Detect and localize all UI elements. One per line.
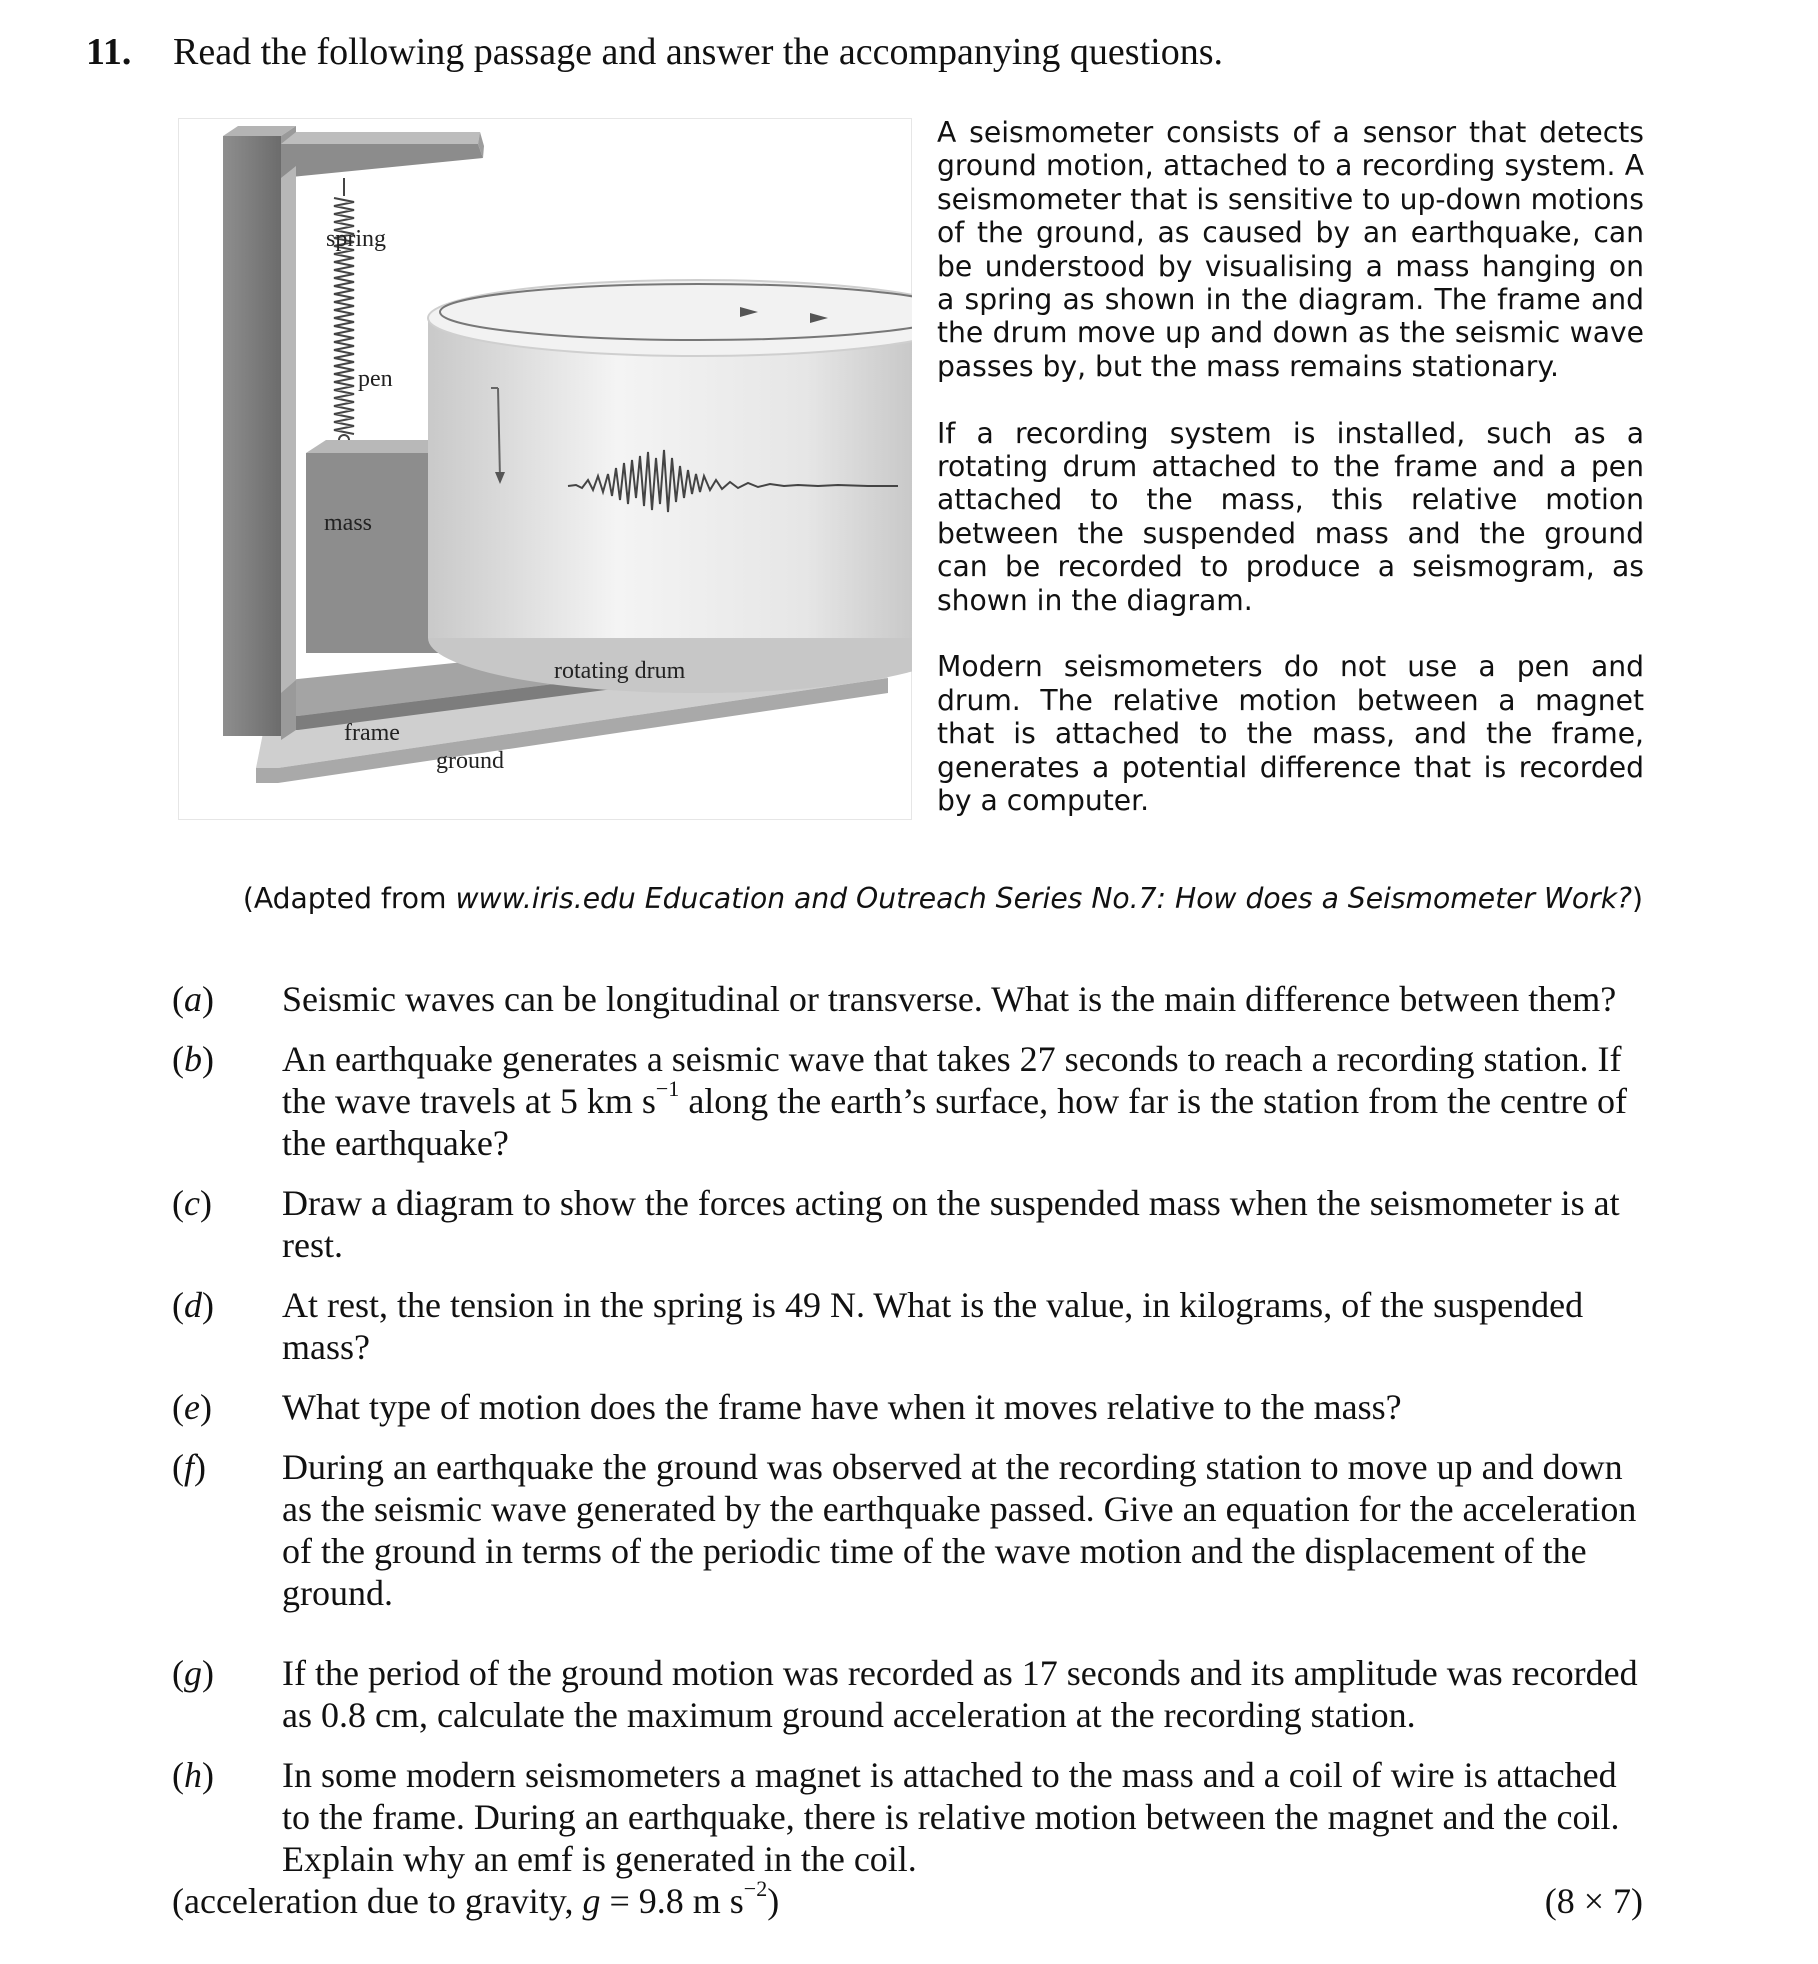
label-mass: mass [324,510,372,536]
seismometer-illustration [178,118,912,820]
marks-allocation: (8 × 7) [1544,1881,1643,1921]
part-a-text: Seismic waves can be longitudinal or transverse. What is the main difference between them? [282,979,1617,1019]
source-title: www.iris.edu Education and Outreach Series No.7: How does a Seismometer Work? [455,882,1632,915]
passage-paragraph-3: Modern seismometers do not use a pen and drum. The relative motion between a magnet that is attached to the mass, and the frame, generates a potential difference that is recorded by a computer. [937,650,1644,818]
part-f-text: During an earthquake the ground was observed at the recording station to move up and down as the seismic wave generated by the earthquake passed. Give an equation for the acceleration of the ground in terms of the periodic time of the wave motion and the displacement of the ground. [282,1447,1637,1613]
label-frame: frame [344,720,400,746]
question-number: 11. [86,31,132,73]
part-g-label: (g) [172,1653,214,1693]
source-prefix: (Adapted from [242,882,456,915]
part-h-text: In some modern seismometers a magnet is attached to the mass and a coil of wire is attached to the frame. During an earthquake, there is relative motion between the magnet and the coil. Explain why an emf is generated in the coil. [282,1755,1620,1879]
part-g-text: If the period of the ground motion was recorded as 17 seconds and its amplitude was recorded as 0.8 cm, calculate the maximum ground acceleration at the recording station. [282,1653,1638,1735]
label-ground: ground [436,748,504,774]
part-h-label: (h) [172,1755,214,1795]
part-f-label: (f) [172,1447,207,1487]
part-b-text: An earthquake generates a seismic wave that takes 27 seconds to reach a recording station. If the wave travels at 5 km $s^{-1}$ along the earth’s surface, how far is the station from the centre of the earthquake? [282,1039,1627,1163]
passage-paragraph-1: A seismometer consists of a sensor that detects ground motion, attached to a recording system. A seismometer that is sensitive to up-down motions of the ground, as caused by an earthquake, can be understood by visualising a mass hanging on a spring as shown in the diagram. The frame and the drum move up and down as the seismic wave passes by, but the mass remains stationary. [937,116,1644,383]
part-d-text: At rest, the tension in the spring is 49 N. What is the value, in kilograms, of the suspended mass? [282,1285,1584,1367]
label-rotating-drum: rotating drum [554,658,686,684]
label-spring: spring [326,226,386,252]
source-suffix: ) [1632,882,1643,915]
part-e-label: (e) [172,1387,212,1427]
part-e-text: What type of motion does the frame have when it moves relative to the mass? [282,1387,1402,1427]
label-pen: pen [358,366,393,392]
passage [937,116,1644,851]
seismometer-diagram [178,118,912,820]
passage-source [0,882,1643,915]
part-c-label: (c) [172,1183,212,1223]
gravity-note: (acceleration due to gravity, g = 9.8 m $s^{-2}$) [172,1876,780,1921]
frame-inner [281,166,296,693]
part-b-label: (b) [172,1039,214,1079]
part-c-text: Draw a diagram to show the forces acting on the suspended mass when the seismometer is at rest. [282,1183,1620,1265]
part-a-label: (a) [172,979,214,1019]
part-d-label: (d) [172,1285,214,1325]
frame-top-arm-top [281,132,480,144]
passage-paragraph-2: If a recording system is installed, such as a rotating drum attached to the frame and a pen attached to the mass, this relative motion between the suspended mass and the ground can be recorded to produce a seismogram, as shown in the diagram. [937,416,1644,617]
question-intro: Read the following passage and answer the accompanying questions. [173,31,1223,73]
frame-post [223,136,281,736]
